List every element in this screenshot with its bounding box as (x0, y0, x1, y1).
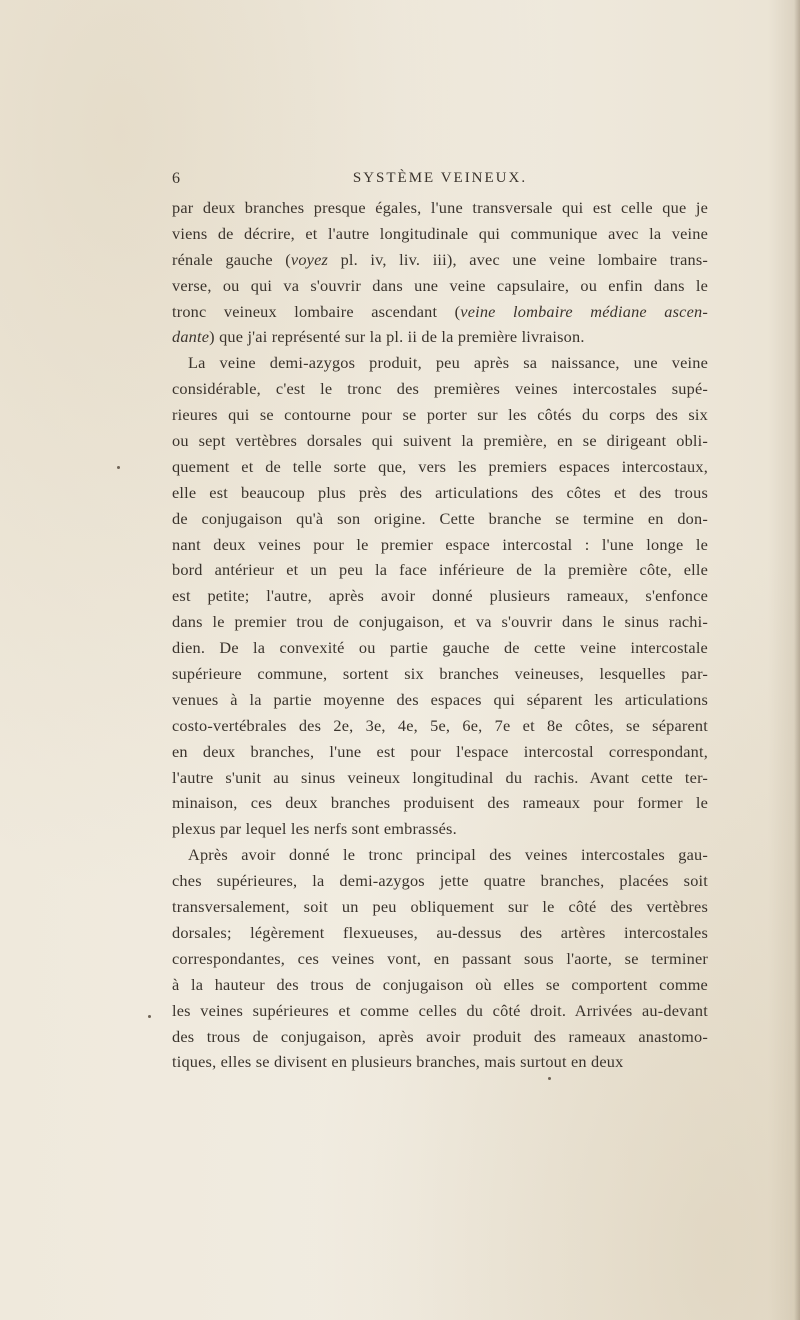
text-segment: dien. De la convexité ou partie gauche de cette veine intercostale (172, 638, 708, 658)
text-line (172, 765, 708, 791)
text-line (172, 920, 708, 946)
text-segment: ou sept vertèbres dorsales qui suivent la première, en se dirigeant obli- (172, 431, 708, 451)
text-line (172, 1024, 708, 1050)
text-line (172, 816, 708, 842)
text-line (172, 739, 708, 765)
text-segment: elle est beaucoup plus près des articulations des côtes et des trous (172, 482, 708, 502)
text-segment: en deux branches, l'une est pour l'espace intercostal correspondant, (172, 741, 708, 761)
text-line (172, 402, 708, 428)
text-segment: par deux branches presque égales, l'une transversale qui est celle que je (172, 198, 708, 217)
page-edge-shadow (794, 0, 800, 1320)
text-line (172, 894, 708, 920)
text-segment: transversalement, soit un peu obliquement sur le côté des vertèbres (172, 897, 708, 917)
text-segment: Après avoir donné le tronc principal des veines intercostales gau- (188, 845, 708, 865)
text-segment: venues à la partie moyenne des espaces qui séparent les articulations (172, 689, 708, 709)
text-line (172, 557, 708, 583)
italic-text: dante (172, 327, 210, 347)
text-line (172, 842, 708, 868)
text-segment: nant deux veines pour le premier espace intercostal : l'une longe le (172, 534, 708, 554)
text-line (172, 583, 708, 609)
text-segment: rieures qui se contourne pour se porter sur les côtés du corps des six (172, 405, 708, 425)
text-segment: costo-vertébrales des 2e, 3e, 4e, 5e, 6e, 7e et 8e côtes, se séparent (172, 715, 708, 735)
text-line (172, 661, 708, 687)
text-line (172, 868, 708, 894)
text-line (172, 998, 708, 1024)
text-segment: dorsales; légèrement flexueuses, au-dessus des artères intercostales (172, 922, 708, 942)
text-segment: dans le premier trou de conjugaison, et va s'ouvrir dans le sinus rachi- (172, 612, 708, 632)
text-line (172, 247, 708, 273)
text-line (172, 376, 708, 402)
text-segment: viens de décrire, et l'autre longitudinale qui communique avec la veine (172, 223, 708, 243)
text-line (172, 299, 708, 325)
text-segment: considérable, c'est le tronc des premières veines intercostales supé- (172, 379, 708, 399)
text-segment: rénale gauche ( (172, 249, 291, 269)
text-line (172, 221, 708, 247)
text-line (172, 273, 708, 299)
text-segment: tronc veineux lombaire ascendant ( (172, 301, 461, 321)
text-line (172, 195, 708, 221)
text-line (172, 609, 708, 635)
text-line (172, 946, 708, 972)
text-line (172, 506, 708, 532)
italic-text: veine lombaire médiane ascen- (460, 301, 708, 321)
italic-text: voyez (290, 249, 329, 269)
text-segment: ches supérieures, la demi-azygos jette quatre branches, placées soit (172, 871, 708, 891)
body-text (172, 195, 708, 1075)
text-segment: tiques, elles se divisent en plusieurs branches, mais surtout en deux (172, 1052, 624, 1072)
text-segment: plexus par lequel les nerfs sont embrassés. (172, 819, 457, 839)
text-line (172, 454, 708, 480)
text-line (172, 972, 708, 998)
ink-speck (117, 466, 120, 469)
page-number: 6 (172, 170, 180, 187)
text-line (172, 1049, 708, 1075)
text-segment: l'autre s'unit au sinus veineux longitudinal du rachis. Avant cette ter- (172, 767, 708, 787)
text-segment: de conjugaison qu'à son origine. Cette branche se termine en don- (172, 508, 708, 528)
text-segment: supérieure commune, sortent six branches veineuses, lesquelles par- (172, 664, 708, 684)
text-segment: verse, ou qui va s'ouvrir dans une veine capsulaire, ou enfin dans le (172, 275, 708, 295)
ink-speck (548, 1077, 551, 1080)
ink-speck (148, 1015, 151, 1018)
text-line (172, 428, 708, 454)
text-line (172, 324, 708, 350)
text-segment: La veine demi-azygos produit, peu après sa naissance, une veine (188, 353, 708, 373)
text-line (172, 532, 708, 558)
text-segment: correspondantes, ces veines vont, en passant sous l'aorte, se terminer (172, 948, 708, 968)
text-line (172, 790, 708, 816)
text-line (172, 480, 708, 506)
text-line (172, 713, 708, 739)
text-segment: est petite; l'autre, après avoir donné plusieurs rameaux, s'enfonce (172, 586, 708, 606)
text-segment: à la hauteur des trous de conjugaison où elles se comportent comme (172, 974, 708, 994)
text-segment: les veines supérieures et comme celles du côté droit. Arrivées au-devant (172, 1000, 708, 1020)
text-segment: bord antérieur et un peu la face inférieure de la première côte, elle (172, 560, 708, 580)
text-segment: quement et de telle sorte que, vers les premiers espaces intercostaux, (172, 456, 708, 476)
text-segment: minaison, ces deux branches produisent des rameaux pour former le (172, 793, 708, 813)
text-line (172, 635, 708, 661)
text-segment: ) que j'ai représenté sur la pl. ii de la première livraison. (209, 327, 585, 347)
running-header (172, 170, 708, 192)
text-segment: pl. iv, liv. iii), avec une veine lombaire trans- (328, 249, 708, 269)
running-title: SYSTÈME VEINEUX. (352, 170, 528, 186)
text-line (172, 687, 708, 713)
text-line (172, 350, 708, 376)
text-segment: des trous de conjugaison, après avoir produit des rameaux anastomo- (172, 1026, 708, 1046)
